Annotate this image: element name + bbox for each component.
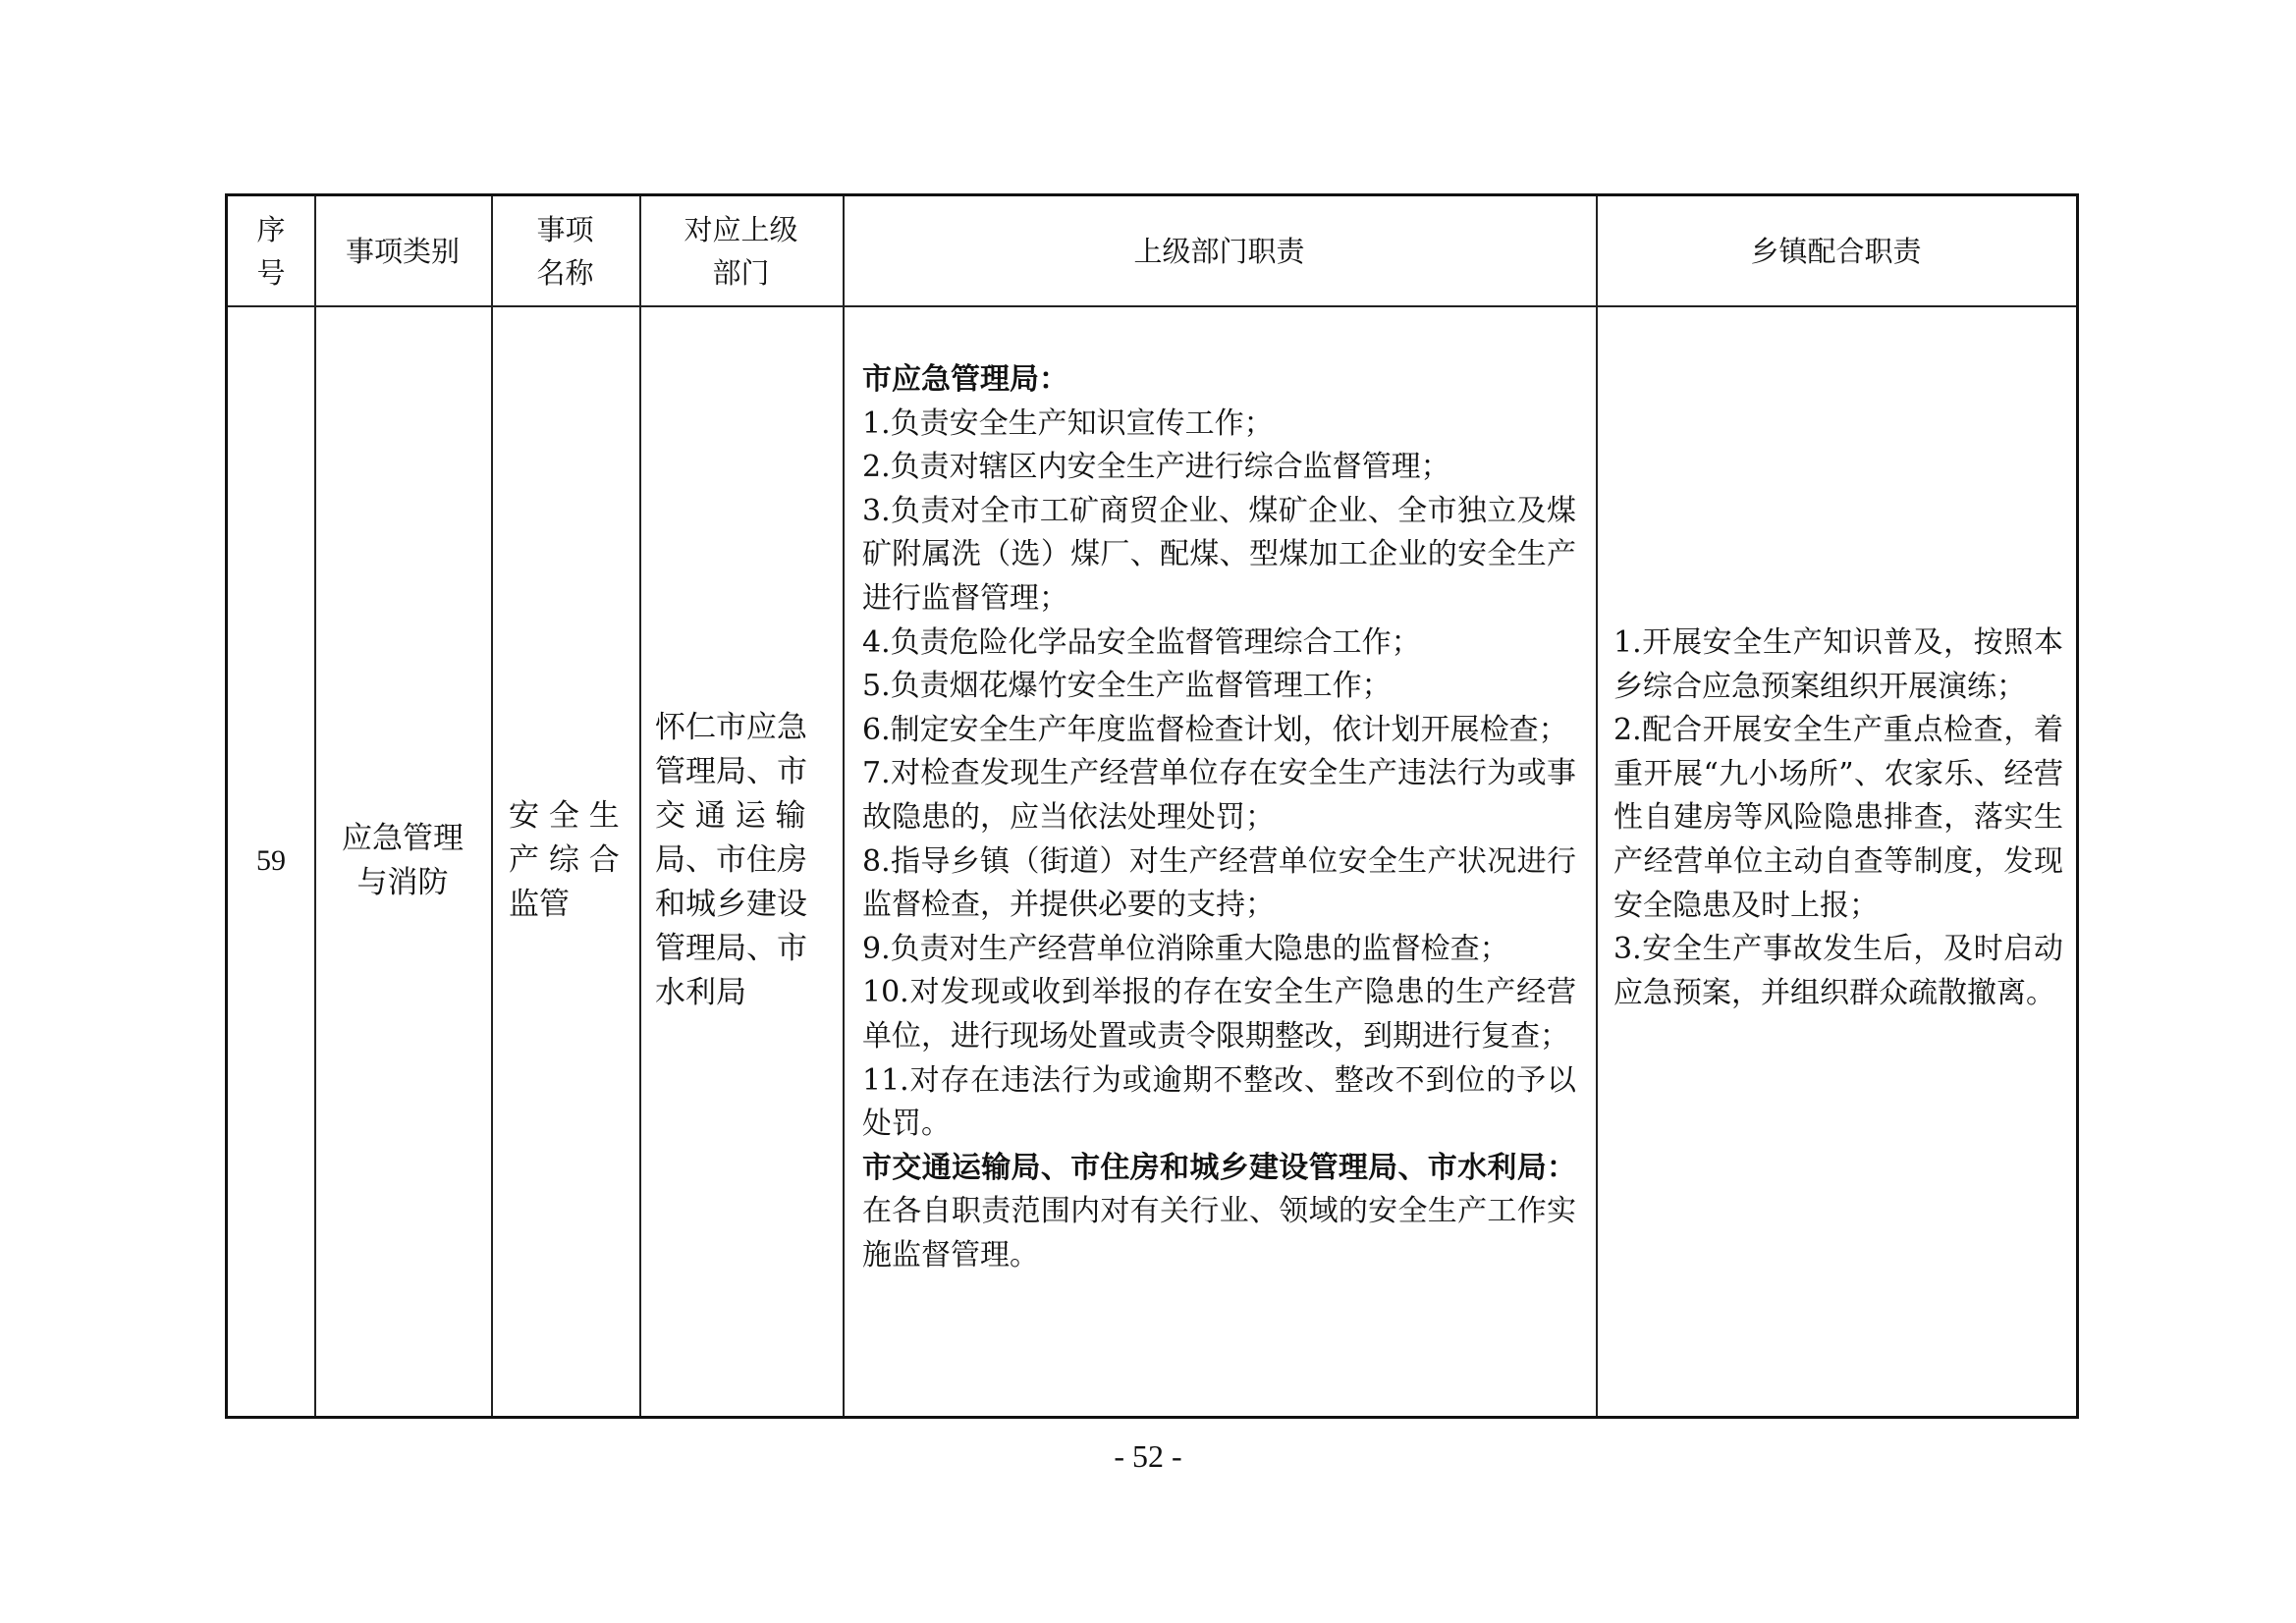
duty-table [225,193,2079,1419]
header-text: 号 [256,255,286,290]
header-text: 部门 [712,255,770,290]
upper-duty-tail: 在各自职责范围内对有关行业、领域的安全生产工作实施监督管理。 [862,1194,1576,1272]
upper-duty-heading: 市应急管理局： [862,362,1068,397]
item-name-text: 安 全 生 [509,798,620,834]
town-duty-content [1613,622,2063,1015]
row-seq [228,305,314,1416]
upper-duty-item: 1.负责安全生产知识宣传工作； [862,406,1274,441]
header-seq [228,196,314,305]
header-text: 名称 [536,255,594,290]
dept-text: 和城乡建设 [655,887,807,922]
town-duty-item: 3.安全生产事故发生后，及时启动应急预案，并组织群众疏散撤离。 [1613,932,2063,1010]
header-category [314,196,491,305]
header-item-name [491,196,639,305]
upper-duty-item: 4.负责危险化学品安全监督管理综合工作； [862,624,1421,660]
upper-duty-item: 11.对存在违法行为或逾期不整改、整改不到位的予以处罚。 [862,1062,1576,1142]
upper-duty-item: 7.对检查发现生产经营单位存在安全生产违法行为或事故隐患的，应当依法处理处罚； [862,756,1576,835]
upper-duty-item: 2.负责对辖区内安全生产进行综合监督管理； [862,450,1450,485]
header-dept [639,196,843,305]
dept-text: 管理局、市 [655,754,807,789]
upper-duty-content [862,358,1576,1277]
item-name-text: 监管 [509,887,570,922]
dept-text: 水利局 [655,975,746,1010]
upper-duty-item: 9.负责对生产经营单位消除重大隐患的监督检查； [862,931,1509,966]
dept-text: 怀仁市应急 [655,710,807,745]
row-category [314,305,491,1416]
category-text: 应急管理 [342,820,464,856]
dept-text: 交 通 运 输 [655,798,806,834]
header-text: 事项类别 [345,234,460,268]
upper-duty-item: 5.负责烟花爆竹安全生产监督管理工作； [862,669,1392,704]
seq-number: 59 [256,844,286,877]
dept-text: 局、市住房 [655,842,807,878]
upper-duty-heading: 市交通运输局、市住房和城乡建设管理局、市水利局： [862,1150,1576,1185]
item-name-text: 产 综 合 [509,842,620,878]
town-duty-item: 1.开展安全生产知识普及，按照本乡综合应急预案组织开展演练； [1613,625,2063,704]
header-text: 上级部门职责 [1133,234,1305,268]
header-text: 乡镇配合职责 [1750,234,1922,268]
header-upper-duty [843,196,1596,305]
header-text: 序 [256,212,286,246]
header-text: 事项 [536,212,594,246]
dept-text: 管理局、市 [655,931,807,966]
upper-duty-item: 10.对发现或收到举报的存在安全生产隐患的生产经营单位，进行现场处置或责令限期整改，到期进行复查； [862,975,1576,1054]
header-text: 对应上级 [683,212,798,246]
category-text: 与消防 [356,864,449,900]
upper-duty-item: 3.负责对全市工矿商贸企业、煤矿企业、全市独立及煤矿附属洗（选）煤厂、配煤、型煤加工企业的安全生产进行监督管理； [862,493,1576,616]
header-town-duty [1596,196,2076,305]
page-number: - 52 - [1114,1438,1182,1474]
column-divider [1596,196,1598,1416]
row-item-name [491,305,639,1416]
upper-duty-item: 8.指导乡镇（街道）对生产经营单位安全生产状况进行监督检查，并提供必要的支持； [862,843,1576,923]
town-duty-item: 2.配合开展安全生产重点检查，着重开展“九小场所”、农家乐、经营性自建房等风险隐患排查，落实生产经营单位主动自查等制度，发现安全隐患及时上报； [1613,713,2063,923]
row-dept [639,305,843,1416]
upper-duty-item: 6.制定安全生产年度监督检查计划，依计划开展检查； [862,712,1568,747]
upper-duty-other-depts [862,1147,1576,1278]
column-divider [843,196,845,1416]
